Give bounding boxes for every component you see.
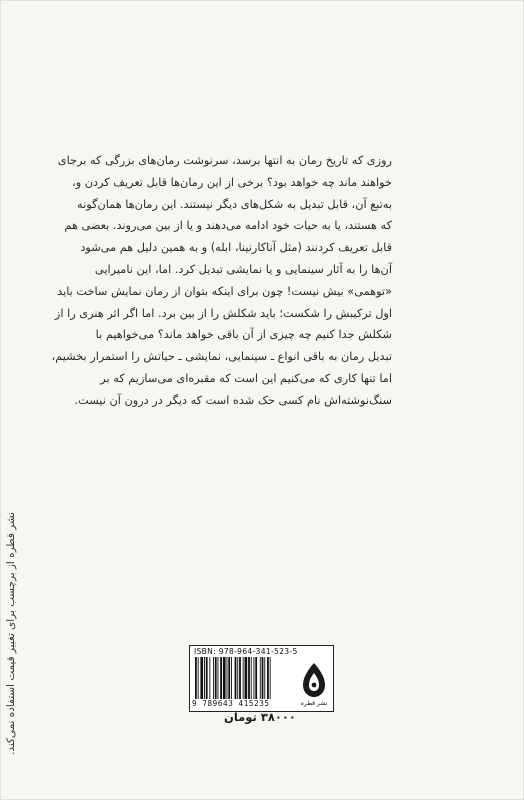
barcode-bar xyxy=(235,657,237,699)
barcode-bar xyxy=(270,657,271,699)
isbn-barcode-box xyxy=(189,645,334,712)
barcode-bar xyxy=(262,657,264,699)
price-sticker-note: نشر قطره از برچسب برای تغییر قیمت استفاده نمی‌کند. xyxy=(5,512,17,755)
blurb-line: اول ترکیبش را شکست؛ باید شکلش را از بین برد. اما اگر اثر هنری را از xyxy=(54,306,392,320)
back-cover-blurb xyxy=(51,150,392,412)
barcode-bar xyxy=(227,657,228,699)
barcode-bar xyxy=(195,657,197,699)
barcode-bar xyxy=(267,657,269,699)
barcode-digits: 9 789643 415235 xyxy=(192,699,270,708)
blurb-line: «توهمی» بیش نیست! چون برای اینکه بتوان از رمان نمایش ساخت باید xyxy=(57,284,392,298)
barcode-bar xyxy=(264,657,265,699)
barcode-bar xyxy=(200,657,203,699)
barcode-bar xyxy=(254,657,255,699)
barcode-bar xyxy=(220,657,222,699)
publisher-logo-icon xyxy=(300,660,328,700)
barcode-bar xyxy=(243,657,244,699)
price-label: ۳۸۰۰۰ تومان xyxy=(224,710,296,724)
blurb-line: آن‌ها را به آثار سینمایی و یا نمایشی تبدیل کرد. اما، این نامیرایی xyxy=(94,262,392,276)
blurb-line: قابل تعریف کردنند (مثل آناکارنینا، ابله) و به همین دلیل هم می‌شود xyxy=(80,241,392,255)
barcode-bar xyxy=(228,657,230,699)
barcode-bar xyxy=(237,657,238,699)
blurb-line: که هستند، یا به حیات خود ادامه می‌دهند و یا از بین می‌روند. بعضی هم xyxy=(64,219,392,233)
barcode-bar xyxy=(204,657,205,699)
barcode-bar xyxy=(223,657,226,699)
barcode-bar xyxy=(248,657,250,699)
barcode-bar xyxy=(231,657,232,699)
barcode-bar xyxy=(215,657,217,699)
barcode-bar xyxy=(206,657,208,699)
barcode-bar xyxy=(239,657,241,699)
blurb-line: به‌تبع آن، قابل تبدیل به شکل‌های دیگر نیستند. این رمان‌ها همان‌گونه xyxy=(77,197,392,211)
barcode-bar xyxy=(213,657,214,699)
blurb-line: خواهند ماند چه خواهد بود؟ برخی از این رمان‌ها قابل تعریف کردن و، xyxy=(72,175,392,189)
barcode-bar xyxy=(251,657,252,699)
blurb-line: روزی که تاریخ رمان به انتها برسد، سرنوشت رمان‌های بزرگی که برجای xyxy=(57,154,392,167)
publisher-name: نشر قطره xyxy=(300,700,328,707)
blurb-line: سنگ‌نوشته‌اش نام کسی حک شده است که دیگر در درون آن نیست. xyxy=(74,393,392,407)
barcode-bar xyxy=(218,657,219,699)
blurb-line: تبدیل رمان به باقی انواع ـ سینمایی، نمایشی ـ حیاتش را استمرار بخشیم، xyxy=(51,350,392,364)
blurb-line: شکلش جدا کنیم چه چیزی از آن باقی خواهد ماند؟ می‌خواهیم با xyxy=(95,328,392,342)
barcode-graphic xyxy=(194,657,297,699)
barcode-bar xyxy=(255,657,257,699)
barcode-bar xyxy=(198,657,199,699)
blurb-line: اما تنها کاری که می‌کنیم این است که مقبره‌ای می‌سازیم که بر xyxy=(100,371,392,385)
barcode-bar xyxy=(245,657,248,699)
isbn-number: ISBN: 978-964-341-523-5 xyxy=(194,647,298,656)
barcode-bar xyxy=(209,657,210,699)
barcode-bar xyxy=(260,657,261,699)
